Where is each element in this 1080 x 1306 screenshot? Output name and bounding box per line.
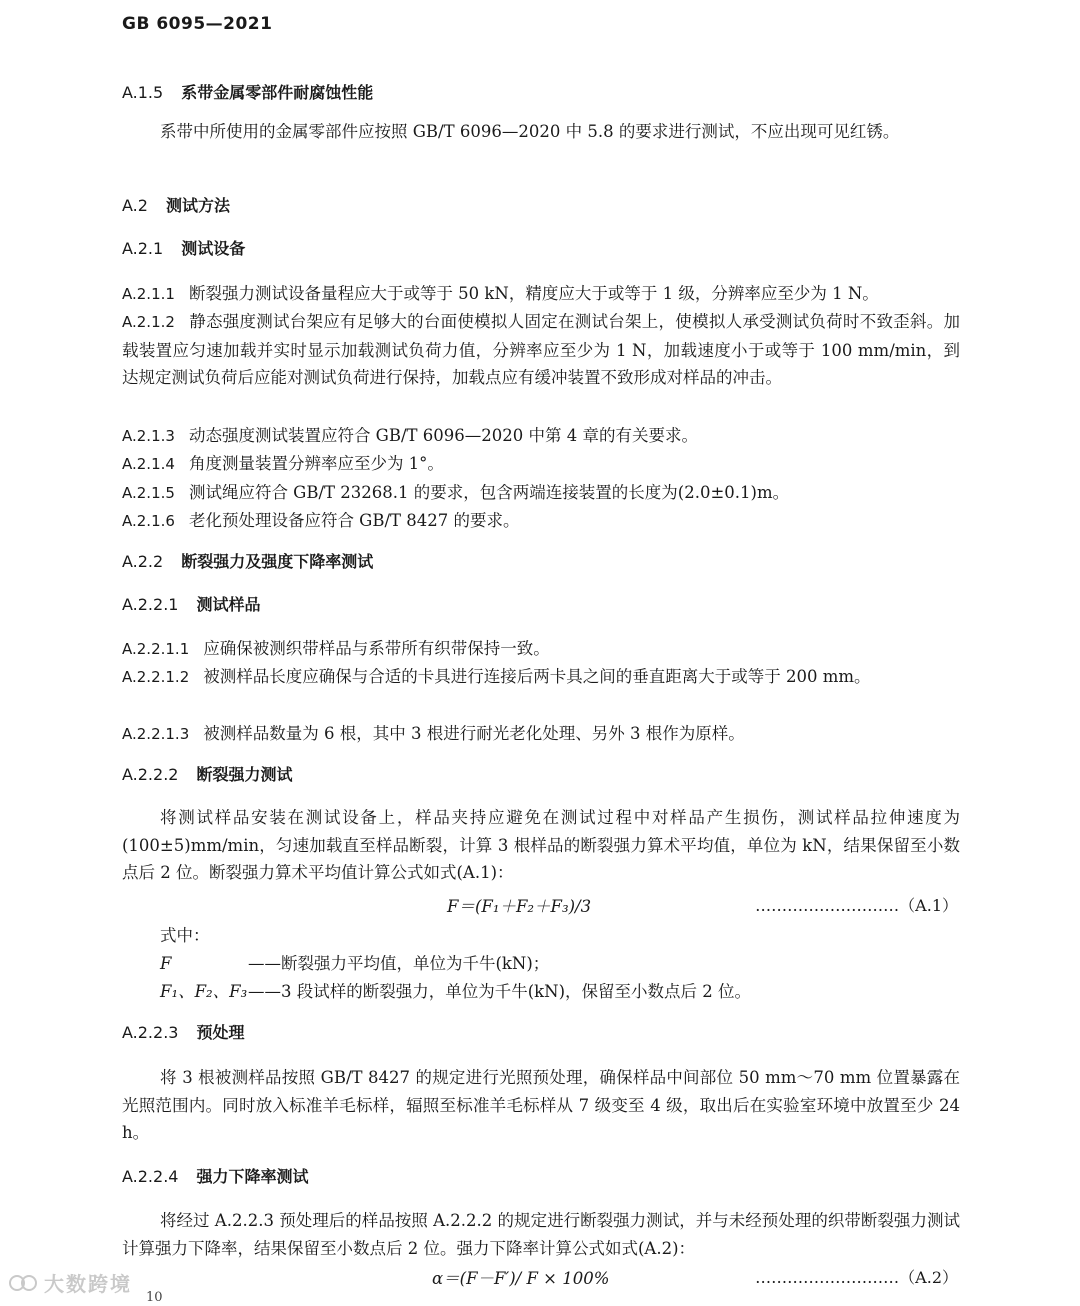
section-a-2-2-3: A.2.2.3 预处理 (122, 1023, 245, 1042)
paragraph-a-1-5: 系带中所使用的金属零部件应按照 GB/T 6096—2020 中 5.8 的要求进行测试，不应出现可见红锈。 (160, 122, 900, 141)
standard-header: GB 6095—2021 (122, 14, 273, 34)
clause-a-2-1-2: A.2.1.2 静态强度测试台架应有足够大的台面使模拟人固定在测试台架上，使模拟人承受测试负荷时不致歪斜。加载装置应匀速加载并实时显示加载测试负荷力值，分辨率应至少为 1 N，加载速度小于或等于 100 mm/min，到达规定测试负荷后应能对测试负荷进行保持，加载点应有缓冲装置不致形成对样品的冲击。 (122, 312, 960, 387)
section-a-2-2: A.2.2 断裂强力及强度下降率测试 (122, 552, 374, 571)
section-a-2-2-4: A.2.2.4 强力下降率测试 (122, 1167, 309, 1186)
paragraph-a-2-2-3: 将 3 根被测样品按照 GB/T 8427 的规定进行光照预处理，确保样品中间部位 50 mm～70 mm 位置暴露在光照范围内。同时放入标准羊毛标样，辐照至标准羊毛标样从 7 级变至 4 级，取出后在实验室环境中放置至少 24 h。 (122, 1068, 960, 1142)
clause-a-2-1-5: A.2.1.5 测试绳应符合 GB/T 23268.1 的要求，包含两端连接装置的长度为(2.0±0.1)m。 (122, 483, 790, 502)
section-a-2-2-2: A.2.2.2 断裂强力测试 (122, 765, 293, 784)
clause-a-2-1-4: A.2.1.4 角度测量装置分辨率应至少为 1°。 (122, 454, 444, 473)
where-f-symbol: F (160, 954, 172, 973)
where-f123-desc: ——3 段试样的断裂强力，单位为千牛(kN)，保留至小数点后 2 位。 (248, 982, 752, 1001)
watermark (8, 1268, 132, 1297)
section-a-2: A.2 测试方法 (122, 196, 230, 215)
where-label: 式中： (160, 926, 210, 945)
clause-a-2-2-1-1: A.2.2.1.1 应确保被测织带样品与系带所有织带保持一致。 (122, 639, 550, 658)
section-a-2-1: A.2.1 测试设备 (122, 239, 246, 258)
where-f123-symbol: F₁、F₂、F₃ (160, 982, 248, 1001)
paragraph-a-2-2-4: 将经过 A.2.2.3 预处理后的样品按照 A.2.2.2 的规定进行断裂强力测试，并与未经预处理的织带断裂强力测试计算强力下降率，结果保留至小数点后 2 位。强力下降率计算公式如式(A.2)： (122, 1211, 960, 1258)
formula-a-1: F＝(F₁＋F₂＋F₃)/3 (447, 897, 592, 916)
clause-a-2-1-6: A.2.1.6 老化预处理设备应符合 GB/T 8427 的要求。 (122, 511, 520, 530)
watermark-logo-icon (8, 1273, 38, 1293)
formula-a-1-ref: ………………………（A.1） (755, 896, 958, 915)
watermark-text: 大数跨境 (44, 1272, 132, 1296)
section-a-1-5: A.1.5 系带金属零部件耐腐蚀性能 (122, 83, 374, 102)
where-f-desc: ——断裂强力平均值，单位为千牛(kN)； (248, 954, 550, 973)
clause-a-2-1-1: A.2.1.1 断裂强力测试设备量程应大于或等于 50 kN，精度应大于或等于 1 级，分辨率应至少为 1 N。 (122, 284, 879, 303)
formula-a-2-ref: ………………………（A.2） (755, 1268, 958, 1287)
clause-a-2-2-1-2: A.2.2.1.2 被测样品长度应确保与合适的卡具进行连接后两卡具之间的垂直距离大于或等于 200 mm。 (122, 667, 871, 686)
formula-a-2: α＝(F－F′)/ F × 100% (432, 1269, 610, 1288)
clause-a-2-2-1-3: A.2.2.1.3 被测样品数量为 6 根，其中 3 根进行耐光老化处理、另外 3 根作为原样。 (122, 724, 745, 743)
section-a-2-2-1: A.2.2.1 测试样品 (122, 595, 261, 614)
paragraph-a-2-2-2: 将测试样品安装在测试设备上，样品夹持应避免在测试过程中对样品产生损伤，测试样品拉伸速度为(100±5)mm/min，匀速加载直至样品断裂，计算 3 根样品的断裂强力算术平均值，单位为 kN，结果保留至小数点后 2 位。断裂强力算术平均值计算公式如式(A.1)： (122, 808, 960, 882)
page-number: 10 (146, 1290, 163, 1305)
clause-a-2-1-3: A.2.1.3 动态强度测试装置应符合 GB/T 6096—2020 中第 4 章的有关要求。 (122, 426, 699, 445)
